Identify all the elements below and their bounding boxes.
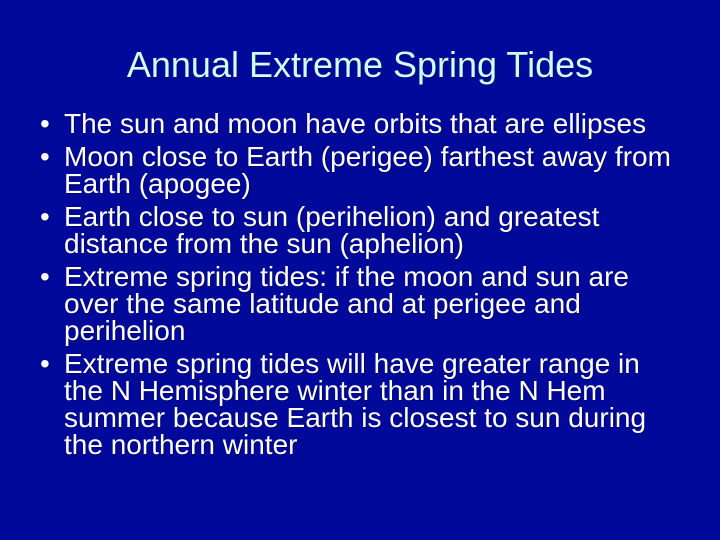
bullet-point-icon: • (40, 201, 50, 232)
bullet-text: Extreme spring tides: if the moon and sun are over the same latitude and at perigee and perihelion (64, 261, 629, 346)
bullet-item (40, 350, 680, 458)
bullet-item (40, 263, 680, 344)
bullet-item (40, 110, 680, 137)
bullet-point-icon: • (40, 108, 50, 139)
bullet-text: The sun and moon have orbits that are ellipses (64, 108, 647, 139)
bullet-item (40, 203, 680, 257)
bullet-point-icon: • (40, 348, 50, 379)
bullet-text: Moon close to Earth (perigee) farthest away from Earth (apogee) (64, 141, 671, 199)
bullet-list (40, 110, 680, 464)
bullet-point-icon: • (40, 261, 50, 292)
bullet-text: Extreme spring tides will have greater range in the N Hemisphere winter than in the N Hem summer because Earth is closest to sun during the northern winter (64, 348, 647, 460)
slide-title: Annual Extreme Spring Tides (126, 44, 594, 85)
bullet-item (40, 143, 680, 197)
bullet-point-icon: • (40, 141, 50, 172)
bullet-text: Earth close to sun (perihelion) and greatest distance from the sun (aphelion) (64, 201, 600, 259)
